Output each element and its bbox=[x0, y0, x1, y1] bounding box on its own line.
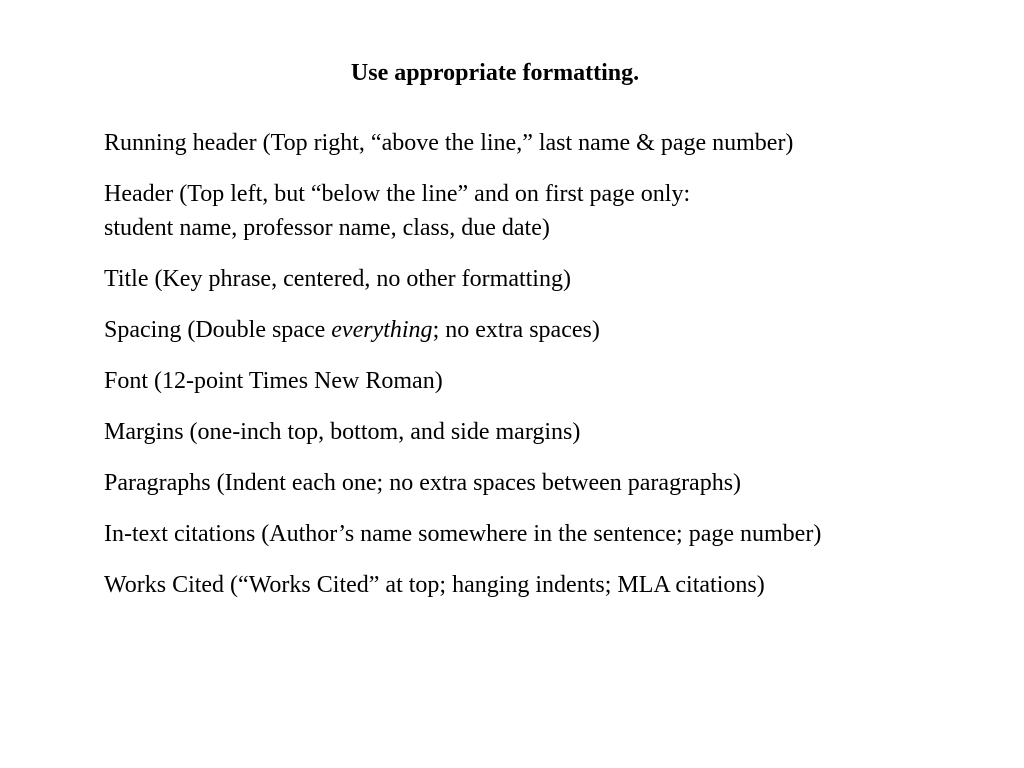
rule-font: Font (12-point Times New Roman) bbox=[104, 368, 443, 394]
formatting-rules-list bbox=[104, 126, 1004, 619]
rule-header bbox=[104, 177, 1004, 245]
rule-in-text-citations: In-text citations (Author’s name somewhere in the sentence; page number) bbox=[104, 521, 822, 547]
rule-header-line-1: Header (Top left, but “below the line” and on first page only: bbox=[104, 181, 691, 207]
rule-works-cited: Works Cited (“Works Cited” at top; hanging indents; MLA citations) bbox=[104, 572, 765, 598]
rule-spacing-before: Spacing (Double space bbox=[104, 317, 332, 343]
rule-paragraphs: Paragraphs (Indent each one; no extra spaces between paragraphs) bbox=[104, 470, 742, 496]
slide-title: Use appropriate formatting. bbox=[350, 60, 640, 86]
rule-spacing-after: ; no extra spaces) bbox=[432, 317, 600, 343]
rule-spacing bbox=[104, 313, 1004, 347]
rule-margins: Margins (one-inch top, bottom, and side margins) bbox=[104, 419, 581, 445]
rule-header-line-2: student name, professor name, class, due date) bbox=[104, 215, 550, 241]
rule-running-header: Running header (Top right, “above the line,” last name & page number) bbox=[104, 130, 794, 156]
rule-title: Title (Key phrase, centered, no other formatting) bbox=[104, 266, 571, 292]
rule-spacing-emphasis: everything bbox=[331, 317, 433, 343]
